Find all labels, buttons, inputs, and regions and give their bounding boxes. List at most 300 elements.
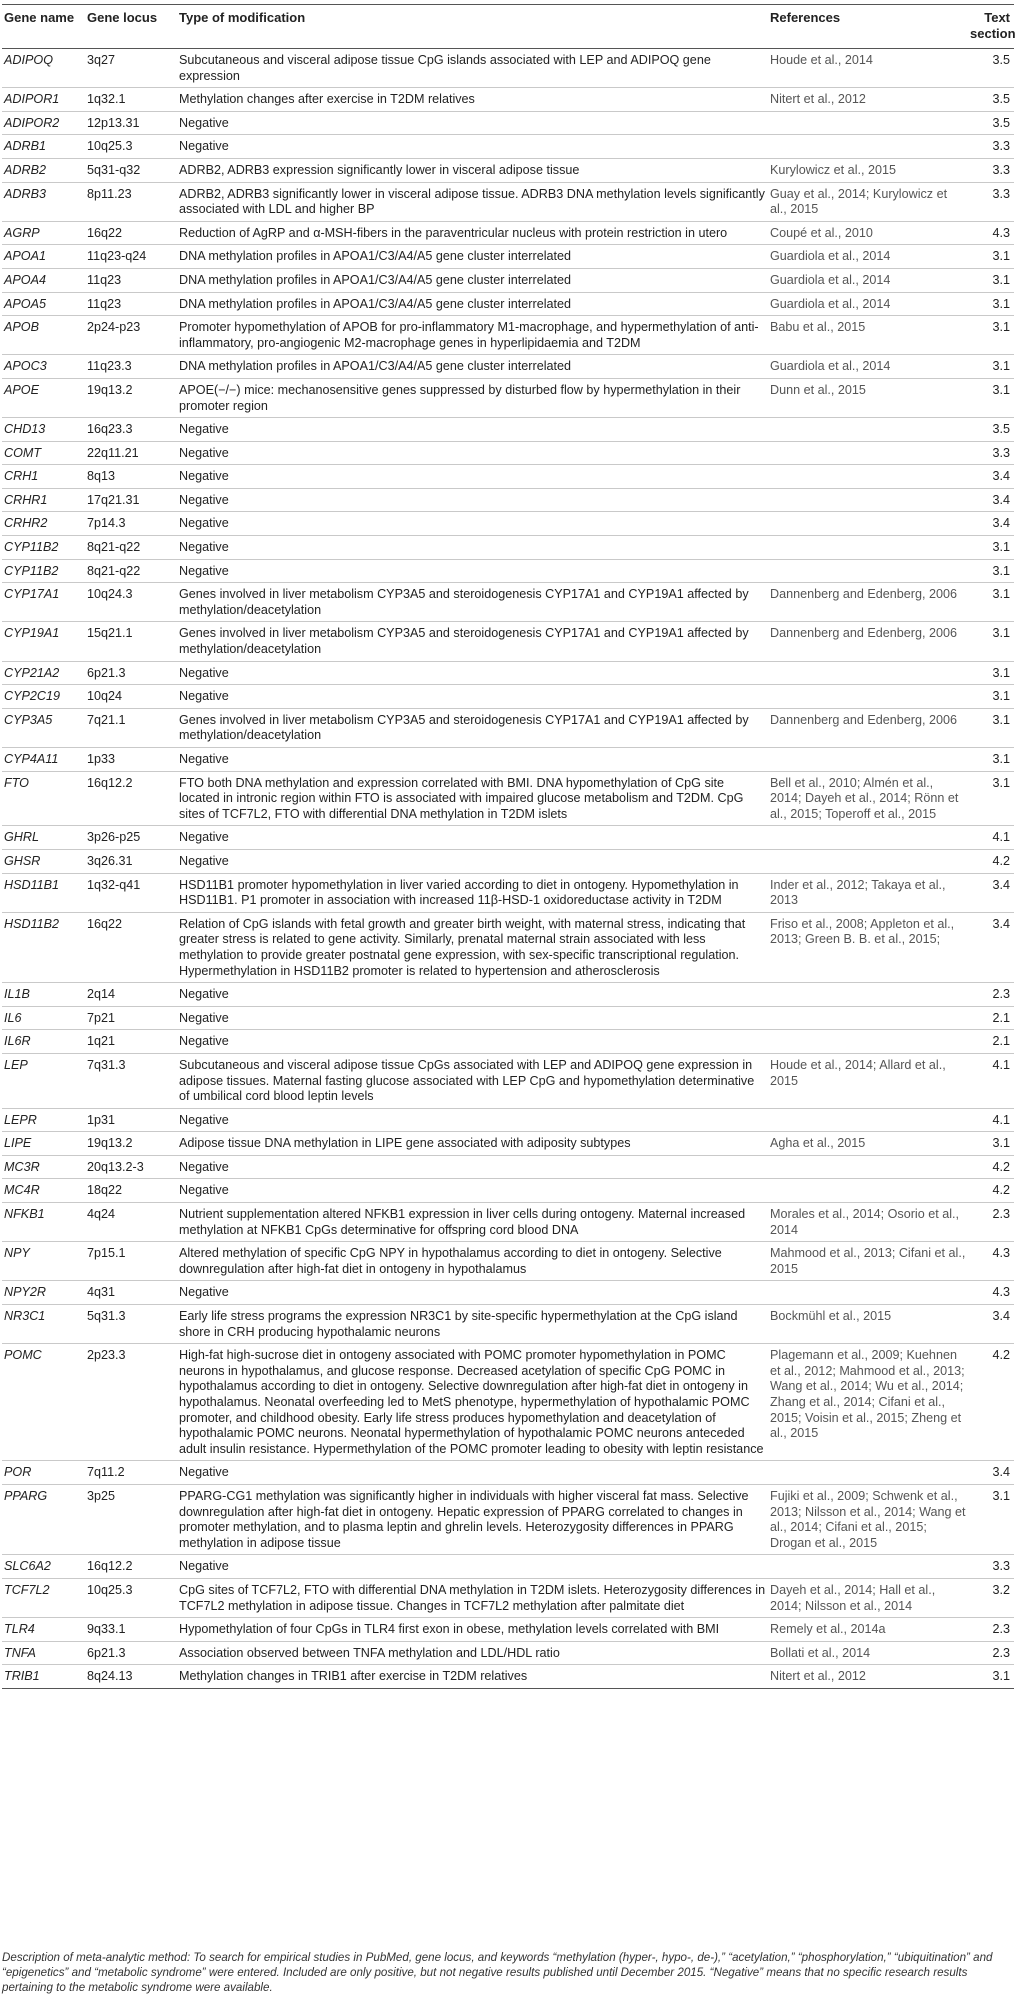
table-row [2, 135, 1014, 159]
references-cell: Babu et al., 2015 [768, 316, 968, 355]
table-row [2, 1344, 1014, 1461]
gene-name-cell: TRIB1 [2, 1665, 85, 1689]
text-section-cell: 3.1 [968, 748, 1014, 772]
modification-cell: Methylation changes in TRIB1 after exercise in T2DM relatives [177, 1665, 768, 1689]
gene-locus-cell: 3p25 [85, 1484, 177, 1554]
table-row [2, 849, 1014, 873]
table-row [2, 1665, 1014, 1689]
text-section-cell: 3.1 [968, 292, 1014, 316]
modification-cell: Negative [177, 748, 768, 772]
references-cell [768, 111, 968, 135]
text-section-cell: 3.4 [968, 1461, 1014, 1485]
modification-cell: Subcutaneous and visceral adipose tissue CpGs associated with LEP and ADIPOQ gene expression in adipose tissues. Maternal fasting glucose associated with LEP CpG and hypomethylation determinative of umbilical cord blood leptin levels [177, 1053, 768, 1108]
gene-locus-cell: 10q24.3 [85, 583, 177, 622]
modification-cell: Negative [177, 685, 768, 709]
text-section-cell: 4.2 [968, 849, 1014, 873]
gene-name-cell: APOB [2, 316, 85, 355]
text-section-cell: 4.2 [968, 1344, 1014, 1461]
gene-locus-cell: 11q23-q24 [85, 245, 177, 269]
modification-cell: Promoter hypomethylation of APOB for pro-inflammatory M1-macrophage, and hypermethylation of anti-inflammatory, pro-angiogenic M2-macrophage genes in hyperlipidaemia and T2DM [177, 316, 768, 355]
references-cell: Agha et al., 2015 [768, 1132, 968, 1156]
table-row [2, 912, 1014, 982]
modification-cell: Negative [177, 536, 768, 560]
modification-cell: Genes involved in liver metabolism CYP3A5 and steroidogenesis CYP17A1 and CYP19A1 affected by methylation/deacetylation [177, 583, 768, 622]
modification-cell: Hypomethylation of four CpGs in TLR4 first exon in obese, methylation levels correlated with BMI [177, 1618, 768, 1642]
modification-cell: Negative [177, 559, 768, 583]
text-section-cell: 2.3 [968, 983, 1014, 1007]
gene-locus-cell: 5q31.3 [85, 1305, 177, 1344]
gene-locus-cell: 8q21-q22 [85, 536, 177, 560]
references-cell [768, 135, 968, 159]
references-cell [768, 826, 968, 850]
gene-name-cell: ADRB2 [2, 158, 85, 182]
references-cell [768, 418, 968, 442]
gene-locus-cell: 2q14 [85, 983, 177, 1007]
gene-locus-cell: 2p24-p23 [85, 316, 177, 355]
gene-name-cell: CYP17A1 [2, 583, 85, 622]
references-cell: Friso et al., 2008; Appleton et al., 2013; Green B. B. et al., 2015; [768, 912, 968, 982]
gene-name-cell: ADRB3 [2, 182, 85, 221]
modification-cell: DNA methylation profiles in APOA1/C3/A4/A5 gene cluster interrelated [177, 292, 768, 316]
text-section-cell: 2.1 [968, 1006, 1014, 1030]
references-cell: Mahmood et al., 2013; Cifani et al., 2015 [768, 1242, 968, 1281]
text-section-cell: 3.3 [968, 135, 1014, 159]
table-row [2, 1179, 1014, 1203]
gene-locus-cell: 18q22 [85, 1179, 177, 1203]
gene-locus-cell: 20q13.2-3 [85, 1155, 177, 1179]
modification-cell: Negative [177, 849, 768, 873]
text-section-cell: 4.2 [968, 1179, 1014, 1203]
gene-name-cell: IL6R [2, 1030, 85, 1054]
gene-locus-cell: 7p14.3 [85, 512, 177, 536]
text-section-cell: 2.3 [968, 1618, 1014, 1642]
references-cell [768, 1155, 968, 1179]
gene-name-cell: ADIPOR2 [2, 111, 85, 135]
references-cell [768, 559, 968, 583]
table-row [2, 1484, 1014, 1554]
gene-locus-cell: 16q22 [85, 221, 177, 245]
text-section-cell: 3.1 [968, 378, 1014, 417]
gene-locus-cell: 19q13.2 [85, 378, 177, 417]
gene-name-cell: APOA1 [2, 245, 85, 269]
modification-cell: Genes involved in liver metabolism CYP3A5 and steroidogenesis CYP17A1 and CYP19A1 affected by methylation/deacetylation [177, 622, 768, 661]
text-section-cell: 2.3 [968, 1203, 1014, 1242]
gene-name-cell: ADIPOQ [2, 49, 85, 88]
gene-name-cell: MC3R [2, 1155, 85, 1179]
gene-name-cell: CRHR1 [2, 488, 85, 512]
table-row [2, 536, 1014, 560]
text-section-cell: 3.1 [968, 316, 1014, 355]
gene-locus-cell: 8q24.13 [85, 1665, 177, 1689]
gene-name-cell: CYP4A11 [2, 748, 85, 772]
modification-cell: Negative [177, 1108, 768, 1132]
modification-cell: Altered methylation of specific CpG NPY in hypothalamus according to diet in ontogeny. Selective downregulation after high-fat diet in ontogeny in hypothalamus [177, 1242, 768, 1281]
gene-locus-cell: 16q12.2 [85, 1555, 177, 1579]
text-section-cell: 3.3 [968, 441, 1014, 465]
text-section-cell: 3.1 [968, 1132, 1014, 1156]
gene-locus-cell: 4q24 [85, 1203, 177, 1242]
table-row [2, 826, 1014, 850]
modification-cell: ADRB2, ADRB3 significantly lower in visceral adipose tissue. ADRB3 DNA methylation levels significantly associated with LDL and higher BP [177, 182, 768, 221]
gene-locus-cell: 19q13.2 [85, 1132, 177, 1156]
text-section-cell: 4.3 [968, 221, 1014, 245]
header-text-section: Text section [968, 5, 1014, 49]
text-section-cell: 3.5 [968, 88, 1014, 112]
text-section-cell: 2.3 [968, 1641, 1014, 1665]
text-section-cell: 3.1 [968, 536, 1014, 560]
gene-locus-cell: 5q31-q32 [85, 158, 177, 182]
references-cell [768, 849, 968, 873]
modification-cell: Reduction of AgRP and α-MSH-fibers in the paraventricular nucleus with protein restriction in utero [177, 221, 768, 245]
gene-locus-cell: 3p26-p25 [85, 826, 177, 850]
gene-name-cell: NPY [2, 1242, 85, 1281]
gene-locus-cell: 8q21-q22 [85, 559, 177, 583]
modification-cell: Negative [177, 1461, 768, 1485]
references-cell: Remely et al., 2014a [768, 1618, 968, 1642]
table-row [2, 268, 1014, 292]
modification-cell: Subcutaneous and visceral adipose tissue CpG islands associated with LEP and ADIPOQ gene expression [177, 49, 768, 88]
gene-locus-cell: 10q25.3 [85, 135, 177, 159]
text-section-cell: 3.2 [968, 1578, 1014, 1617]
gene-name-cell: CHD13 [2, 418, 85, 442]
gene-name-cell: APOA5 [2, 292, 85, 316]
table-row [2, 622, 1014, 661]
table-row [2, 983, 1014, 1007]
text-section-cell: 3.1 [968, 661, 1014, 685]
gene-name-cell: TNFA [2, 1641, 85, 1665]
table-row [2, 1108, 1014, 1132]
modification-cell: HSD11B1 promoter hypomethylation in liver varied according to diet in ontogeny. Hypomethylation in HSD11B1. P1 promoter in association with increased 11β-HSD-1 oxidoreductase activity in T2DM [177, 873, 768, 912]
table-row [2, 1305, 1014, 1344]
modification-cell: Negative [177, 465, 768, 489]
references-cell: Dannenberg and Edenberg, 2006 [768, 622, 968, 661]
modification-cell: Genes involved in liver metabolism CYP3A5 and steroidogenesis CYP17A1 and CYP19A1 affected by methylation/deacetylation [177, 708, 768, 747]
text-section-cell: 3.1 [968, 355, 1014, 379]
references-cell [768, 1006, 968, 1030]
references-cell: Guay et al., 2014; Kurylowicz et al., 2015 [768, 182, 968, 221]
gene-methylation-table [2, 4, 1014, 1689]
references-cell: Houde et al., 2014; Allard et al., 2015 [768, 1053, 968, 1108]
table-row [2, 1242, 1014, 1281]
text-section-cell: 3.4 [968, 1305, 1014, 1344]
table-row [2, 221, 1014, 245]
modification-cell: Association observed between TNFA methylation and LDL/HDL ratio [177, 1641, 768, 1665]
gene-name-cell: POMC [2, 1344, 85, 1461]
table-row [2, 1006, 1014, 1030]
table-row [2, 1155, 1014, 1179]
table-row [2, 355, 1014, 379]
references-cell: Guardiola et al., 2014 [768, 245, 968, 269]
gene-name-cell: GHRL [2, 826, 85, 850]
gene-locus-cell: 10q24 [85, 685, 177, 709]
table-row [2, 378, 1014, 417]
text-section-cell: 3.1 [968, 583, 1014, 622]
table-row [2, 1618, 1014, 1642]
references-cell: Dunn et al., 2015 [768, 378, 968, 417]
table-header [2, 5, 1014, 49]
modification-cell: Early life stress programs the expression NR3C1 by site-specific hypermethylation at the CpG island shore in CRH producing hypothalamic neurons [177, 1305, 768, 1344]
references-cell: Bell et al., 2010; Almén et al., 2014; Dayeh et al., 2014; Rönn et al., 2015; Toperoff et al., 2015 [768, 771, 968, 826]
text-section-cell: 3.5 [968, 111, 1014, 135]
gene-name-cell: PPARG [2, 1484, 85, 1554]
references-cell [768, 1179, 968, 1203]
header-gene-locus: Gene locus [85, 5, 177, 49]
modification-cell: Negative [177, 135, 768, 159]
gene-locus-cell: 7q11.2 [85, 1461, 177, 1485]
modification-cell: Relation of CpG islands with fetal growth and greater birth weight, with maternal stress, indicating that greater stress is related to gene activity. Similarly, prenatal maternal strain associated with less methylation to provide greater postnatal gene expression, with sex-specific transcriptional regulation. Hypermethylation in HSD11B2 promoter is related to hypertension and atherosclerosis [177, 912, 768, 982]
modification-cell: Negative [177, 512, 768, 536]
table-row [2, 1641, 1014, 1665]
gene-name-cell: TLR4 [2, 1618, 85, 1642]
references-cell [768, 465, 968, 489]
table-row [2, 685, 1014, 709]
header-gene-name: Gene name [2, 5, 85, 49]
gene-name-cell: POR [2, 1461, 85, 1485]
modification-cell: Adipose tissue DNA methylation in LIPE gene associated with adiposity subtypes [177, 1132, 768, 1156]
modification-cell: FTO both DNA methylation and expression correlated with BMI. DNA hypomethylation of CpG site located in intronic region within FTO is associated with impaired glucose metabolism and T2DM. CpG sites of TCF7L2, FTO with differential DNA methylation in T2DM islets [177, 771, 768, 826]
gene-name-cell: SLC6A2 [2, 1555, 85, 1579]
modification-cell: Negative [177, 1281, 768, 1305]
gene-name-cell: HSD11B1 [2, 873, 85, 912]
modification-cell: Negative [177, 1155, 768, 1179]
references-cell [768, 536, 968, 560]
text-section-cell: 3.4 [968, 512, 1014, 536]
gene-name-cell: IL6 [2, 1006, 85, 1030]
gene-name-cell: CYP21A2 [2, 661, 85, 685]
gene-name-cell: ADRB1 [2, 135, 85, 159]
text-section-cell: 4.3 [968, 1281, 1014, 1305]
gene-locus-cell: 17q21.31 [85, 488, 177, 512]
text-section-cell: 3.3 [968, 182, 1014, 221]
text-section-cell: 3.5 [968, 418, 1014, 442]
references-cell: Morales et al., 2014; Osorio et al., 2014 [768, 1203, 968, 1242]
references-cell [768, 685, 968, 709]
gene-locus-cell: 11q23 [85, 292, 177, 316]
text-section-cell: 3.1 [968, 771, 1014, 826]
modification-cell: Negative [177, 661, 768, 685]
modification-cell: High-fat high-sucrose diet in ontogeny associated with POMC promoter hypomethylation in POMC neurons in hypothalamus, and glucose response. Decreased acetylation of specific CpG POMC in hypothalamus according to diet in ontogeny. Selective downregulation after high-fat diet in ontogeny in hypothalamus. Neonatal overfeeding led to MetS phenotype, hypermethylation of hypothalamic POMC promoter, and childhood obesity. Early life stress produces hypomethylation and deacetylation of hypothalamic POMC neurons. Neonatal hypermethylation of hypothalamic POMC neurons anteceded adult insulin resistance. Hypermethylation of the POMC promoter leading to obesity with leptin resistance [177, 1344, 768, 1461]
references-cell [768, 512, 968, 536]
modification-cell: CpG sites of TCF7L2, FTO with differential DNA methylation in T2DM islets. Heterozygosity differences in TCF7L2 methylation in adipose tissue. Changes in TCF7L2 methylation after palmitate diet [177, 1578, 768, 1617]
text-section-cell: 4.1 [968, 1053, 1014, 1108]
modification-cell: Negative [177, 1179, 768, 1203]
text-section-cell: 3.1 [968, 268, 1014, 292]
gene-name-cell: CRH1 [2, 465, 85, 489]
table-row [2, 1281, 1014, 1305]
references-cell: Inder et al., 2012; Takaya et al., 2013 [768, 873, 968, 912]
table-row [2, 465, 1014, 489]
text-section-cell: 3.1 [968, 622, 1014, 661]
table-row [2, 1203, 1014, 1242]
gene-name-cell: CYP19A1 [2, 622, 85, 661]
text-section-cell: 4.1 [968, 1108, 1014, 1132]
table-row [2, 418, 1014, 442]
table-body [2, 49, 1014, 1689]
gene-name-cell: NPY2R [2, 1281, 85, 1305]
gene-name-cell: CYP3A5 [2, 708, 85, 747]
gene-name-cell: LEPR [2, 1108, 85, 1132]
modification-cell: Negative [177, 418, 768, 442]
text-section-cell: 2.1 [968, 1030, 1014, 1054]
text-section-cell: 3.1 [968, 1665, 1014, 1689]
references-cell [768, 488, 968, 512]
table-footnote: Description of meta-analytic method: To search for empirical studies in PubMed, gene locus, and keywords “methylation (hyper-, hypo-, de-),” “acetylation,” “phosphorylation,” “ubiquitination” and “epigenetics” and “metabolic syndrome” were entered. Included are only positive, but not negative results published until December 2015. “Negative” means that no specific research results pertaining to the metabolic syndrome were available. [2, 1951, 993, 1994]
gene-locus-cell: 16q23.3 [85, 418, 177, 442]
references-cell: Fujiki et al., 2009; Schwenk et al., 2013; Nilsson et al., 2014; Wang et al., 2014; Cifani et al., 2015; Drogan et al., 2015 [768, 1484, 968, 1554]
modification-cell: DNA methylation profiles in APOA1/C3/A4/A5 gene cluster interrelated [177, 355, 768, 379]
gene-name-cell: ADIPOR1 [2, 88, 85, 112]
gene-name-cell: HSD11B2 [2, 912, 85, 982]
references-cell [768, 748, 968, 772]
references-cell [768, 441, 968, 465]
gene-name-cell: FTO [2, 771, 85, 826]
gene-name-cell: IL1B [2, 983, 85, 1007]
table-row [2, 1555, 1014, 1579]
references-cell: Kurylowicz et al., 2015 [768, 158, 968, 182]
text-section-cell: 4.1 [968, 826, 1014, 850]
gene-locus-cell: 7q21.1 [85, 708, 177, 747]
table-row [2, 292, 1014, 316]
gene-name-cell: COMT [2, 441, 85, 465]
table-row [2, 583, 1014, 622]
gene-locus-cell: 8q13 [85, 465, 177, 489]
references-cell [768, 983, 968, 1007]
table-row [2, 708, 1014, 747]
references-cell [768, 1030, 968, 1054]
references-cell: Nitert et al., 2012 [768, 88, 968, 112]
modification-cell: DNA methylation profiles in APOA1/C3/A4/A5 gene cluster interrelated [177, 268, 768, 292]
gene-name-cell: APOA4 [2, 268, 85, 292]
gene-name-cell: APOE [2, 378, 85, 417]
table-row [2, 182, 1014, 221]
gene-locus-cell: 6p21.3 [85, 661, 177, 685]
table-row [2, 661, 1014, 685]
table-row [2, 245, 1014, 269]
table-row [2, 748, 1014, 772]
gene-locus-cell: 1q32.1 [85, 88, 177, 112]
gene-name-cell: CRHR2 [2, 512, 85, 536]
gene-locus-cell: 11q23.3 [85, 355, 177, 379]
references-cell: Dayeh et al., 2014; Hall et al., 2014; Nilsson et al., 2014 [768, 1578, 968, 1617]
text-section-cell: 3.1 [968, 1484, 1014, 1554]
table-row [2, 88, 1014, 112]
modification-cell: ADRB2, ADRB3 expression significantly lower in visceral adipose tissue [177, 158, 768, 182]
header-row [2, 5, 1014, 49]
gene-locus-cell: 2p23.3 [85, 1344, 177, 1461]
table-row [2, 1053, 1014, 1108]
gene-locus-cell: 6p21.3 [85, 1641, 177, 1665]
gene-name-cell: LIPE [2, 1132, 85, 1156]
gene-locus-cell: 1q21 [85, 1030, 177, 1054]
text-section-cell: 3.1 [968, 559, 1014, 583]
gene-locus-cell: 22q11.21 [85, 441, 177, 465]
gene-locus-cell: 7p15.1 [85, 1242, 177, 1281]
references-cell: Nitert et al., 2012 [768, 1665, 968, 1689]
references-cell: Bollati et al., 2014 [768, 1641, 968, 1665]
gene-name-cell: GHSR [2, 849, 85, 873]
table-row [2, 441, 1014, 465]
references-cell [768, 1555, 968, 1579]
table-row [2, 512, 1014, 536]
gene-locus-cell: 12p13.31 [85, 111, 177, 135]
gene-locus-cell: 16q22 [85, 912, 177, 982]
header-references: References [768, 5, 968, 49]
references-cell: Coupé et al., 2010 [768, 221, 968, 245]
table-row [2, 1132, 1014, 1156]
gene-name-cell: AGRP [2, 221, 85, 245]
header-type-of-modification: Type of modification [177, 5, 768, 49]
references-cell: Bockmühl et al., 2015 [768, 1305, 968, 1344]
references-cell: Guardiola et al., 2014 [768, 355, 968, 379]
gene-locus-cell: 1p31 [85, 1108, 177, 1132]
gene-name-cell: TCF7L2 [2, 1578, 85, 1617]
text-section-cell: 4.3 [968, 1242, 1014, 1281]
references-cell: Guardiola et al., 2014 [768, 292, 968, 316]
references-cell: Dannenberg and Edenberg, 2006 [768, 708, 968, 747]
text-section-cell: 3.3 [968, 158, 1014, 182]
text-section-cell: 3.3 [968, 1555, 1014, 1579]
gene-locus-cell: 7p21 [85, 1006, 177, 1030]
modification-cell: DNA methylation profiles in APOA1/C3/A4/A5 gene cluster interrelated [177, 245, 768, 269]
modification-cell: Negative [177, 441, 768, 465]
references-cell [768, 1281, 968, 1305]
gene-name-cell: NR3C1 [2, 1305, 85, 1344]
table-row [2, 158, 1014, 182]
gene-name-cell: CYP2C19 [2, 685, 85, 709]
gene-locus-cell: 15q21.1 [85, 622, 177, 661]
modification-cell: Methylation changes after exercise in T2DM relatives [177, 88, 768, 112]
gene-locus-cell: 10q25.3 [85, 1578, 177, 1617]
gene-locus-cell: 1q32-q41 [85, 873, 177, 912]
text-section-cell: 3.4 [968, 873, 1014, 912]
references-cell: Houde et al., 2014 [768, 49, 968, 88]
gene-name-cell: CYP11B2 [2, 536, 85, 560]
gene-locus-cell: 8p11.23 [85, 182, 177, 221]
gene-locus-cell: 1p33 [85, 748, 177, 772]
text-section-cell: 3.4 [968, 488, 1014, 512]
table-row [2, 111, 1014, 135]
text-section-cell: 3.1 [968, 685, 1014, 709]
table-row [2, 771, 1014, 826]
modification-cell: Negative [177, 1555, 768, 1579]
text-section-cell: 3.4 [968, 912, 1014, 982]
modification-cell: Negative [177, 826, 768, 850]
gene-name-cell: LEP [2, 1053, 85, 1108]
gene-locus-cell: 3q27 [85, 49, 177, 88]
text-section-cell: 4.2 [968, 1155, 1014, 1179]
gene-locus-cell: 9q33.1 [85, 1618, 177, 1642]
gene-name-cell: NFKB1 [2, 1203, 85, 1242]
text-section-cell: 3.1 [968, 708, 1014, 747]
references-cell [768, 661, 968, 685]
references-cell: Dannenberg and Edenberg, 2006 [768, 583, 968, 622]
references-cell [768, 1461, 968, 1485]
modification-cell: Negative [177, 983, 768, 1007]
text-section-cell: 3.4 [968, 465, 1014, 489]
table-row [2, 873, 1014, 912]
references-cell [768, 1108, 968, 1132]
gene-name-cell: APOC3 [2, 355, 85, 379]
table-row [2, 488, 1014, 512]
modification-cell: Negative [177, 1006, 768, 1030]
table-row [2, 1461, 1014, 1485]
gene-locus-cell: 11q23 [85, 268, 177, 292]
table-row [2, 559, 1014, 583]
text-section-cell: 3.5 [968, 49, 1014, 88]
gene-name-cell: MC4R [2, 1179, 85, 1203]
gene-locus-cell: 4q31 [85, 1281, 177, 1305]
modification-cell: Negative [177, 111, 768, 135]
